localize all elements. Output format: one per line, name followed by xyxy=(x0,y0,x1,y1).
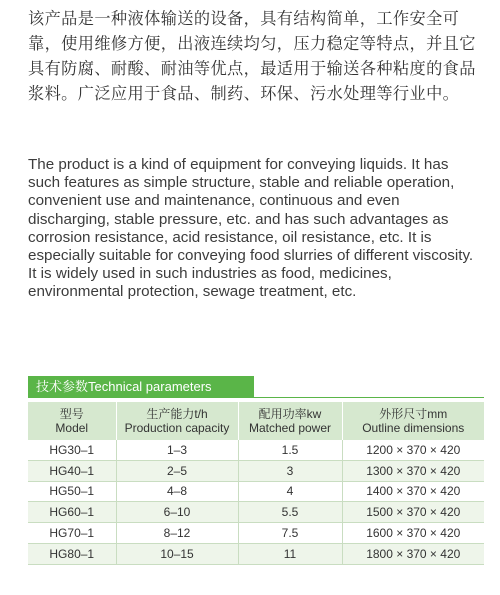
cell-model: HG30–1 xyxy=(28,440,116,460)
cell-dimensions: 1800 × 370 × 420 xyxy=(342,543,484,564)
technical-parameters-table xyxy=(28,402,484,565)
cell-dimensions: 1300 × 370 × 420 xyxy=(342,460,484,481)
cell-capacity: 8–12 xyxy=(116,523,238,544)
cell-model: HG70–1 xyxy=(28,523,116,544)
cell-model: HG40–1 xyxy=(28,460,116,481)
cell-model: HG50–1 xyxy=(28,481,116,502)
cell-capacity: 2–5 xyxy=(116,460,238,481)
cell-model: HG60–1 xyxy=(28,502,116,523)
table-row xyxy=(28,502,484,523)
technical-parameters-tab: 技术参数Technical parameters xyxy=(28,376,254,397)
header-en: Outline dimensions xyxy=(362,421,465,435)
description-chinese: 该产品是一种液体输送的设备，具有结构简单，工作安全可靠，使用维修方便，出液连续均匀，压力稳定等特点，并且它具有防腐、耐酸、耐油等优点，最适用于输送各种粘度的食品浆料。广泛应用于食品、制药、环保、污水处理等行业中。 xyxy=(28,9,476,103)
cell-dimensions: 1500 × 370 × 420 xyxy=(342,502,484,523)
header-outline-dimensions xyxy=(342,402,484,440)
tab-underline xyxy=(28,397,484,398)
cell-dimensions: 1200 × 370 × 420 xyxy=(342,440,484,460)
header-cn: 配用功率kw xyxy=(258,407,322,421)
table-row xyxy=(28,481,484,502)
cell-capacity: 6–10 xyxy=(116,502,238,523)
header-model xyxy=(28,402,116,440)
cell-capacity: 10–15 xyxy=(116,543,238,564)
cell-power: 4 xyxy=(238,481,342,502)
header-cn: 外形尺寸mm xyxy=(379,407,448,421)
table-header-row xyxy=(28,402,484,440)
header-cn: 生产能力t/h xyxy=(146,407,208,421)
cell-model: HG80–1 xyxy=(28,543,116,564)
cell-power: 3 xyxy=(238,460,342,481)
header-matched-power xyxy=(238,402,342,440)
header-cn: 型号 xyxy=(59,407,84,421)
cell-dimensions: 1400 × 370 × 420 xyxy=(342,481,484,502)
cell-capacity: 1–3 xyxy=(116,440,238,460)
cell-power: 11 xyxy=(238,543,342,564)
table-row xyxy=(28,523,484,544)
cell-power: 1.5 xyxy=(238,440,342,460)
table-row xyxy=(28,440,484,460)
cell-capacity: 4–8 xyxy=(116,481,238,502)
table-row xyxy=(28,543,484,564)
header-en: Model xyxy=(55,421,89,435)
header-production-capacity xyxy=(116,402,238,440)
cell-dimensions: 1600 × 370 × 420 xyxy=(342,523,484,544)
description-english: The product is a kind of equipment for conveying liquids. It has such features as simple structure, stable and reliable operation, convenient use and maintenance, continuous and even discharging, stable pressure, etc. and has such advantages as corrosion resistance, acid resistance, oil resistance, etc. It is especially suitable for conveying food slurries of different viscosity. It is widely used in such industries as food, medicines, environmental protection, sewage treatment, etc. xyxy=(28,156,474,301)
cell-power: 7.5 xyxy=(238,523,342,544)
header-en: Production capacity xyxy=(124,421,230,435)
table-row xyxy=(28,460,484,481)
cell-power: 5.5 xyxy=(238,502,342,523)
header-en: Matched power xyxy=(248,421,332,435)
